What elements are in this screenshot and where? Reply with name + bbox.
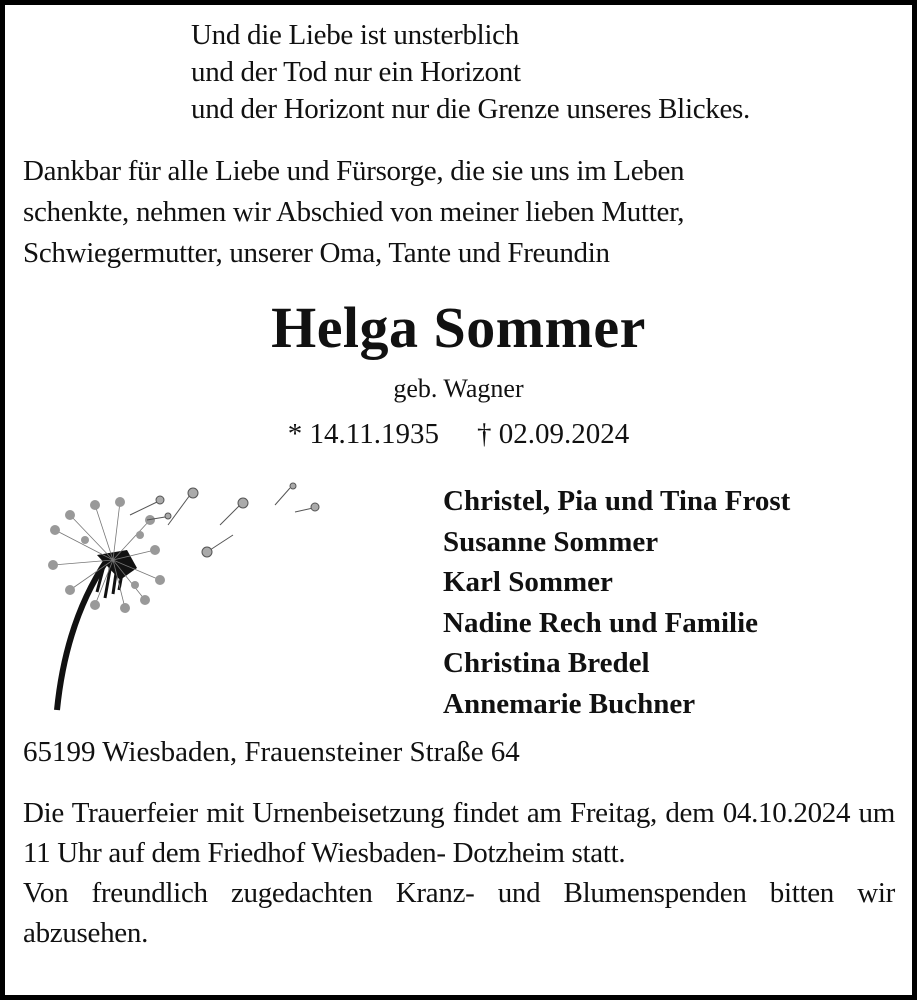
obituary-notice <box>5 5 912 995</box>
ceremony-info <box>23 793 895 953</box>
mourners-list <box>443 481 790 724</box>
poem-line: Und die Liebe ist unsterblich <box>191 19 519 51</box>
mourner: Nadine Rech und Familie <box>443 606 758 639</box>
mourner: Karl Sommer <box>443 566 613 598</box>
poem <box>191 17 750 128</box>
deceased-name: Helga Sommer <box>271 295 646 360</box>
mourner: Susanne Sommer <box>443 525 659 558</box>
mourner: Annemarie Buchner <box>443 687 696 720</box>
life-dates <box>5 418 912 451</box>
birth-date: * 14.11.1935 <box>287 418 439 450</box>
poem-line: und der Tod nur ein Horizont <box>191 56 521 88</box>
maiden-name: geb. Wagner <box>393 374 524 403</box>
intro-line: Dankbar für alle Liebe und Fürsorge, die sie uns im Leben <box>23 155 685 187</box>
poem-line: und der Horizont nur die Grenze unseres Blickes. <box>191 93 750 125</box>
ceremony-text: Die Trauerfeier mit Urnenbeisetzung findet am Freitag, dem 04.10.2024 um 11 Uhr auf dem Friedhof Wiesbaden- Dotzheim statt. <box>23 797 895 869</box>
address: 65199 Wiesbaden, Frauensteiner Straße 64 <box>23 736 520 768</box>
dandelion-icon <box>35 480 335 715</box>
mourner: Christel, Pia und Tina Frost <box>443 485 791 517</box>
flowers-note: Von freundlich zugedachten Kranz- und Blumenspenden bitten wir abzusehen. <box>23 877 895 949</box>
mourner: Christina Bredel <box>443 647 650 679</box>
intro-line: Schwiegermutter, unserer Oma, Tante und Freundin <box>23 237 610 269</box>
intro-text <box>23 151 684 274</box>
intro-line: schenkte, nehmen wir Abschied von meiner lieben Mutter, <box>23 196 685 228</box>
death-date: † 02.09.2024 <box>476 418 630 450</box>
